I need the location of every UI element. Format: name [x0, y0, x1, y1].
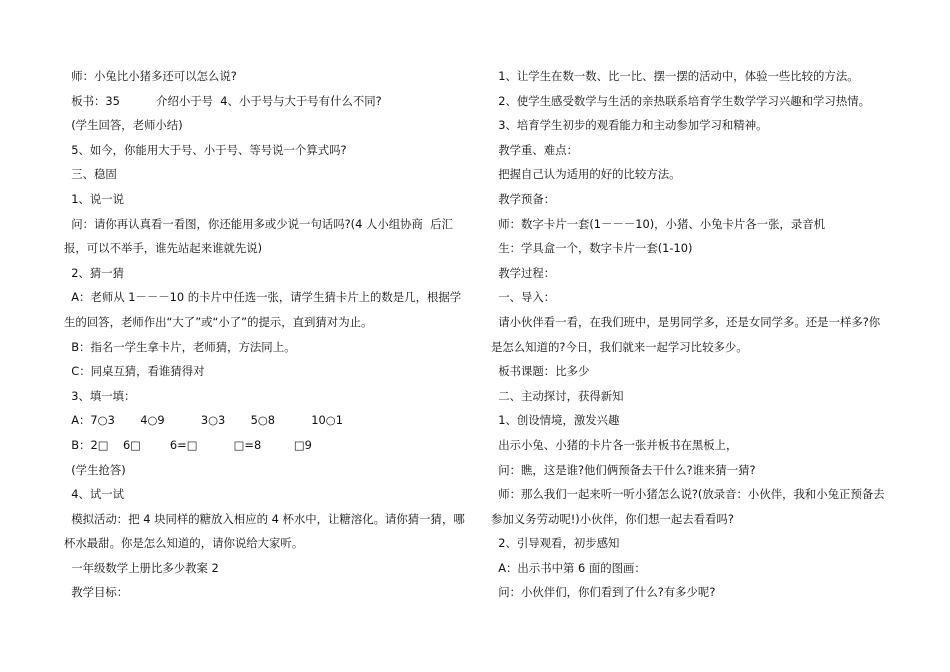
text-line: 5、如今，你能用大于号、小于号、等号说一个算式吗? [64, 142, 347, 157]
section-heading: 三、稳固 [64, 167, 117, 182]
text-line: A：出示书中第 6 面的图画： [491, 560, 646, 575]
text-line: 杯水最甜。你是怎么知道的，请你说给大家听。 [64, 536, 304, 551]
subsection-heading: 3、填一填： [64, 388, 136, 403]
section-heading: 教学重、难点： [491, 142, 578, 157]
text-line: A：老师从 1－－－10 的卡片中任选一张，请学生猜卡片上的数是几，根据学 [64, 290, 462, 305]
text-line: 生：学具盒一个，数字卡片一套(1-10) [491, 241, 693, 256]
text-line: 请小伙伴看一看，在我们班中，是男同学多，还是女同学多。还是一样多?你 [491, 314, 881, 329]
text-line: 模拟活动：把 4 块同样的糖放入相应的 4 杯水中，让糖溶化。请你猜一猜，哪 [64, 511, 465, 526]
text-line: 板书课题：比多少 [491, 364, 590, 379]
exercise-line: A：7○3 4○9 3○3 5○8 10○1 [64, 413, 343, 428]
section-heading: 教学目标： [64, 585, 129, 600]
text-line: 问：小伙伴们，你们看到了什么?有多少呢? [491, 585, 716, 600]
document-title: 一年级数学上册比多少教案 2 [64, 560, 219, 575]
subsection-heading: 4、试一试 [64, 487, 125, 502]
text-line: C：同桌互猜，看谁猜得对 [64, 364, 205, 379]
text-line: 问：瞧，这是谁?他们俩预备去干什么?谁来猜一猜? [491, 462, 756, 477]
section-heading: 教学预备： [491, 191, 556, 206]
subsection-heading: 2、猜一猜 [64, 265, 125, 280]
section-heading: 一、导入： [491, 290, 556, 305]
left-column [64, 64, 474, 605]
text-line: 板书：35 介绍小于号 4、小于号与大于号有什么不同? [64, 93, 382, 108]
text-line: 1、让学生在数一数、比一比、摆一摆的活动中，体验一些比较的方法。 [491, 69, 859, 83]
text-line: 问：请你再认真看一看图，你还能用多或少说一句话吗?(4 人小组协商 后汇 [64, 216, 453, 231]
text-line: (学生抢答) [64, 462, 126, 477]
subsection-heading: 1、说一说 [64, 191, 125, 206]
right-column [491, 64, 891, 605]
text-line: 是怎么知道的?今日，我们就来一起学习比较多少。 [491, 339, 748, 354]
text-line: 师：小兔比小猪多还可以怎么说? [64, 69, 237, 83]
exercise-line: B：2□ 6□ 6=□ □=8 □9 [64, 437, 312, 452]
text-line: 参加义务劳动呢!)小伙伴，你们想一起去看看吗? [491, 511, 734, 526]
text-line: 生的回答，老师作出“大了”或“小了”的提示，直到猜对为止。 [64, 314, 373, 329]
text-line: B：指名一学生拿卡片，老师猜，方法同上。 [64, 339, 296, 354]
text-line: 师：那么我们一起来听一听小猪怎么说?(放录音：小伙伴，我和小兔正预备去 [491, 487, 885, 502]
text-line: 3、培育学生初步的观看能力和主动参加学习和精神。 [491, 118, 768, 133]
text-line: 出示小兔、小猪的卡片各一张并板书在黑板上， [491, 437, 738, 452]
section-heading: 二、主动探讨，获得新知 [491, 388, 624, 403]
text-line: 师：数字卡片一套(1－－－10)，小猪、小兔卡片各一张，录音机 [491, 216, 826, 231]
text-line: 把握自己认为适用的好的比较方法。 [491, 167, 681, 182]
text-line: 2、使学生感受数学与生活的亲热联系培育学生数学学习兴趣和学习热情。 [491, 93, 870, 108]
section-heading: 教学过程： [491, 265, 556, 280]
subsection-heading: 1、创设情境，激发兴趣 [491, 413, 620, 428]
subsection-heading: 2、引导观看，初步感知 [491, 536, 620, 551]
text-line: (学生回答，老师小结) [64, 118, 183, 133]
text-line: 报，可以不举手，谁先站起来谁就先说) [64, 241, 263, 256]
